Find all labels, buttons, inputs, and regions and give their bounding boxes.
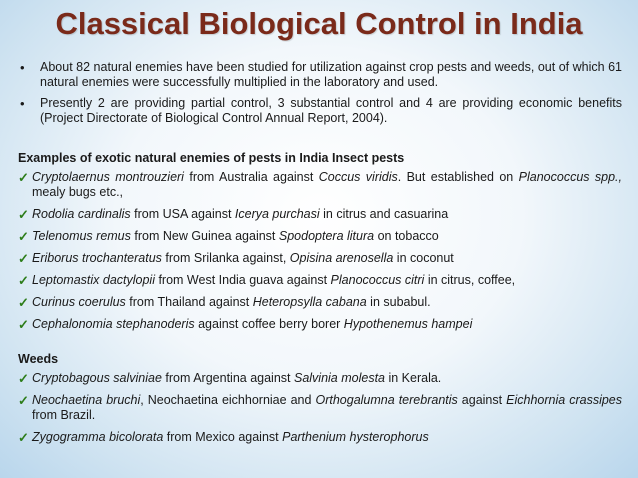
list-item: ✓ Cephalonomia stephanoderis against coffee berry borer Hypothenemus hampei [18,317,473,332]
checkmark-icon: ✓ [18,229,29,244]
checkmark-icon: ✓ [18,317,29,332]
bullet-item: • About 82 natural enemies have been studied for utilization against crop pests and weeds, out of which 61 natural enemies were successfully multiplied in the laboratory and used. [20,60,622,89]
insect-pests-list [18,170,622,339]
intro-bullets [18,60,622,132]
weeds-list [18,371,622,452]
bullet-dot-icon: • [20,60,25,75]
list-item: ✓ Zygogramma bicolorata from Mexico against Parthenium hysterophorus [18,430,429,445]
list-item: ✓ Leptomastix dactylopii from West India guava against Planococcus citri in citrus, coffee, [18,273,516,288]
checkmark-icon: ✓ [18,295,29,310]
checkmark-icon: ✓ [18,371,29,386]
bullet-dot-icon: • [20,96,25,111]
list-item: ✓ Eriborus trochanteratus from Srilanka against, Opisina arenosella in coconut [18,251,454,266]
bullet-item: • Presently 2 are providing partial control, 3 substantial control and 4 are providing economic benefits (Project Directorate of Biological Control Annual Report, 2004). [20,96,622,125]
list-item: ✓ Telenomus remus from New Guinea against Spodoptera litura on tobacco [18,229,439,244]
examples-heading: Examples of exotic natural enemies of pests in India Insect pests [18,151,405,165]
checkmark-icon: ✓ [18,393,29,408]
list-item: ✓ Rodolia cardinalis from USA against Icerya purchasi in citrus and casuarina [18,207,449,222]
list-item: ✓ Curinus coerulus from Thailand against Heteropsylla cabana in subabul. [18,295,431,310]
checkmark-icon: ✓ [18,251,29,266]
checkmark-icon: ✓ [18,170,29,185]
slide-title: Classical Biological Control in India [55,6,583,41]
weeds-heading: Weeds [18,352,59,366]
checkmark-icon: ✓ [18,207,29,222]
checkmark-icon: ✓ [18,273,29,288]
checkmark-icon: ✓ [18,430,29,445]
list-item: ✓ Neochaetina bruchi, Neochaetina eichhorniae and Orthogalumna terebrantis against Eichhornia crassipes from Brazil. [18,393,622,422]
list-item: ✓ Cryptobagous salviniae from Argentina against Salvinia molesta in Kerala. [18,371,442,386]
list-item: ✓ Cryptolaernus montrouzieri from Australia against Coccus viridis. But established on Planococcus spp., mealy bugs etc., [18,170,622,199]
